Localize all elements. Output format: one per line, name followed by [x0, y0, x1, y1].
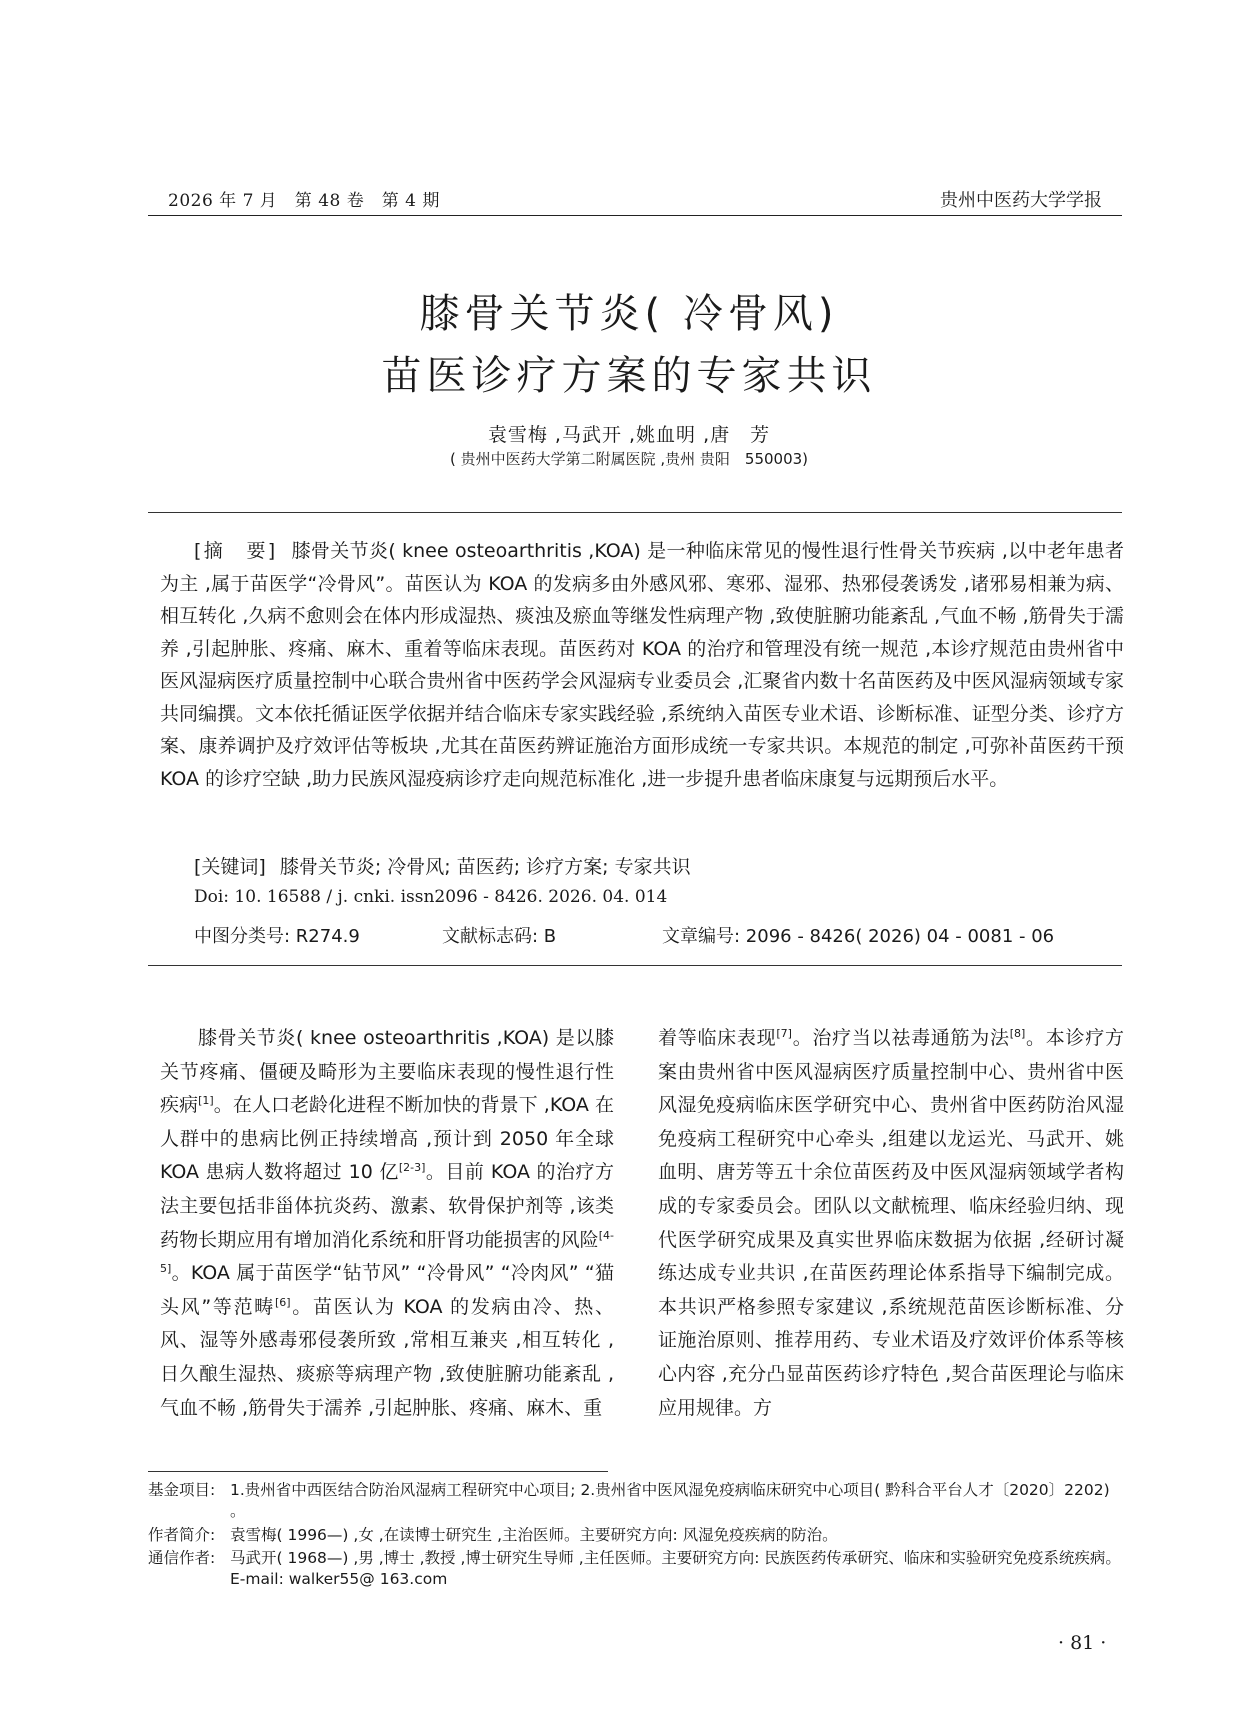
- article-number: 文章编号: 2096 - 8426( 2026) 04 - 0081 - 06: [662, 926, 1055, 947]
- abstract-label: [摘 要]: [194, 540, 278, 562]
- citation: [1]: [198, 1094, 214, 1108]
- body-column-right: [658, 1022, 1124, 1425]
- citation: [7]: [776, 1027, 792, 1040]
- article-title-line-2: 苗医诊疗方案的专家共识: [381, 353, 877, 399]
- author-affiliation: ( 贵州中医药大学第二附属医院 ,贵州 贵阳 550003): [449, 450, 809, 468]
- intro-paragraph-continued: 着等临床表现[7]。治疗当以祛毒通筋为法[8]。本诊疗方案由贵州省中医风湿病医疗质量控制中心、贵州省中医风湿免疫病临床医学研究中心、贵州省中医药防治风湿免疫病工程研究中心牵头 ,组建以龙运光、马武开、姚血明、唐芳等五十余位苗医药及中医风湿病领域学者构成的专家委员会。团队以文献梳理、临床经验归纳、现代医学研究成果及真实世界临床数据为依据 ,经研讨凝练达成专业共识 ,在苗医药理论体系指导下编制完成。本共识严格参照专家建议 ,系统规范苗医诊断标准、分证施治原则、推荐用药、专业术语及疗效评价体系等核心内容 ,充分凸显苗医药诊疗特色 ,契合苗医理论与临床应用规律。方: [658, 1027, 1124, 1419]
- author-bio-text: 袁雪梅( 1996—) ,女 ,在读博士研究生 ,主治医师。主要研究方向: 风湿免疫疾病的防治。: [230, 1526, 838, 1544]
- keywords-text: 膝骨关节炎; 冷骨风; 苗医药; 诊疗方案; 专家共识: [279, 856, 691, 878]
- corresponding-text: 马武开( 1968—) ,男 ,博士 ,教授 ,博士研究生导师 ,主任医师。主要研究方向: 民族医药传承研究、临床和实验研究免疫系统疾病。E-mail: walker55@ 163.com: [230, 1549, 1121, 1588]
- author-list: 袁雪梅 ,马武开 ,姚血明 ,唐 芳: [487, 424, 771, 446]
- corresponding-label: 通信作者:: [148, 1549, 216, 1567]
- abstract-text: 膝骨关节炎( knee osteoarthritis ,KOA) 是一种临床常见的慢性退行性骨关节疾病 ,以中老年患者为主 ,属于苗医学“冷骨风”。苗医认为 KOA 的发病多由外感风邪、寒邪、湿邪、热邪侵袭诱发 ,诸邪易相兼为病、相互转化 ,久病不愈则会在体内形成湿热、痰浊及瘀血等继发性病理产物 ,致使脏腑功能紊乱 ,气血不畅 ,筋骨失于濡养 ,引起肿胀、疼痛、麻木、重着等临床表现。苗医药对 KOA 的治疗和管理没有统一规范 ,本诊疗规范由贵州省中医风湿病医疗质量控制中心联合贵州省中医药学会风湿病专业委员会 ,汇聚省内数十名苗医药及中医风湿病领域专家共同编撰。文本依托循证医学依据并结合临床专家实践经验 ,系统纳入苗医专业术语、诊断标准、证型分类、诊疗方案、康养调护及疗效评估等板块 ,尤其在苗医药辨证施治方面形成统一专家共识。本规范的制定 ,可弥补苗医药干预 KOA 的诊疗空缺 ,助力民族风湿疫病诊疗走向规范标准化 ,进一步提升患者临床康复与远期预后水平。: [160, 540, 1124, 790]
- author-bio-label: 作者简介:: [148, 1526, 216, 1544]
- document-code: 文献标志码: B: [442, 926, 557, 947]
- funding-text: 1.贵州省中西医结合防治风湿病工程研究中心项目; 2.贵州省中医风湿免疫病临床研究中心项目( 黔科合平台人才〔2020〕2202) 。: [230, 1481, 1110, 1520]
- doi: Doi: 10. 16588 / j. cnki. issn2096 - 8426. 2026. 04. 014: [194, 887, 668, 907]
- page-number: · 81 ·: [1058, 1632, 1107, 1654]
- journal-name: 贵州中医药大学学报: [940, 190, 1102, 211]
- body-column-left: [160, 1022, 614, 1425]
- footnote-corresponding: [148, 1548, 1128, 1590]
- abstract-bottom-rule: [148, 965, 1122, 966]
- citation: [4-5]: [160, 1228, 614, 1276]
- keywords-label: [关键词]: [194, 856, 266, 878]
- footnote-funding: [148, 1480, 1128, 1522]
- citation: [2-3]: [398, 1161, 426, 1175]
- article-title-line-1: 膝骨关节炎( 冷骨风): [419, 291, 839, 337]
- keywords: [194, 852, 691, 879]
- abstract-top-rule: [148, 512, 1122, 513]
- abstract: [160, 535, 1124, 795]
- footnote-author-bio: [148, 1525, 1128, 1546]
- journal-issue-info: 2026 年 7 月 第 48 卷 第 4 期: [168, 191, 440, 211]
- intro-paragraph: 膝骨关节炎( knee osteoarthritis ,KOA) 是以膝关节疼痛、僵硬及畸形为主要临床表现的慢性退行性疾病[1]。在人口老龄化进程不断加快的背景下 ,KOA 在人群中的患病比例正持续增高 ,预计到 2050 年全球 KOA 患病人数将超过 10 亿[2-3]。目前 KOA 的治疗方法主要包括非甾体抗炎药、激素、软骨保护剂等 ,该类药物长期应用有增加消化系统和肝肾功能损害的风险[4-5]。KOA 属于苗医学“钻节风” “冷骨风” “冷肉风” “猫头风”等范畴[6]。苗医认为 KOA 的发病由冷、热、风、湿等外感毒邪侵袭所致 ,常相互兼夹 ,相互转化 ,日久酿生湿热、痰瘀等病理产物 ,致使脏腑功能紊乱 ,气血不畅 ,筋骨失于濡养 ,引起肿胀、疼痛、麻木、重: [160, 1027, 614, 1419]
- funding-label: 基金项目:: [148, 1481, 216, 1499]
- citation: [8]: [1009, 1027, 1026, 1040]
- footnote-rule: [148, 1471, 608, 1472]
- header-rule: [148, 215, 1122, 216]
- citation: [6]: [274, 1295, 291, 1309]
- clc-number: 中图分类号: R274.9: [194, 926, 360, 947]
